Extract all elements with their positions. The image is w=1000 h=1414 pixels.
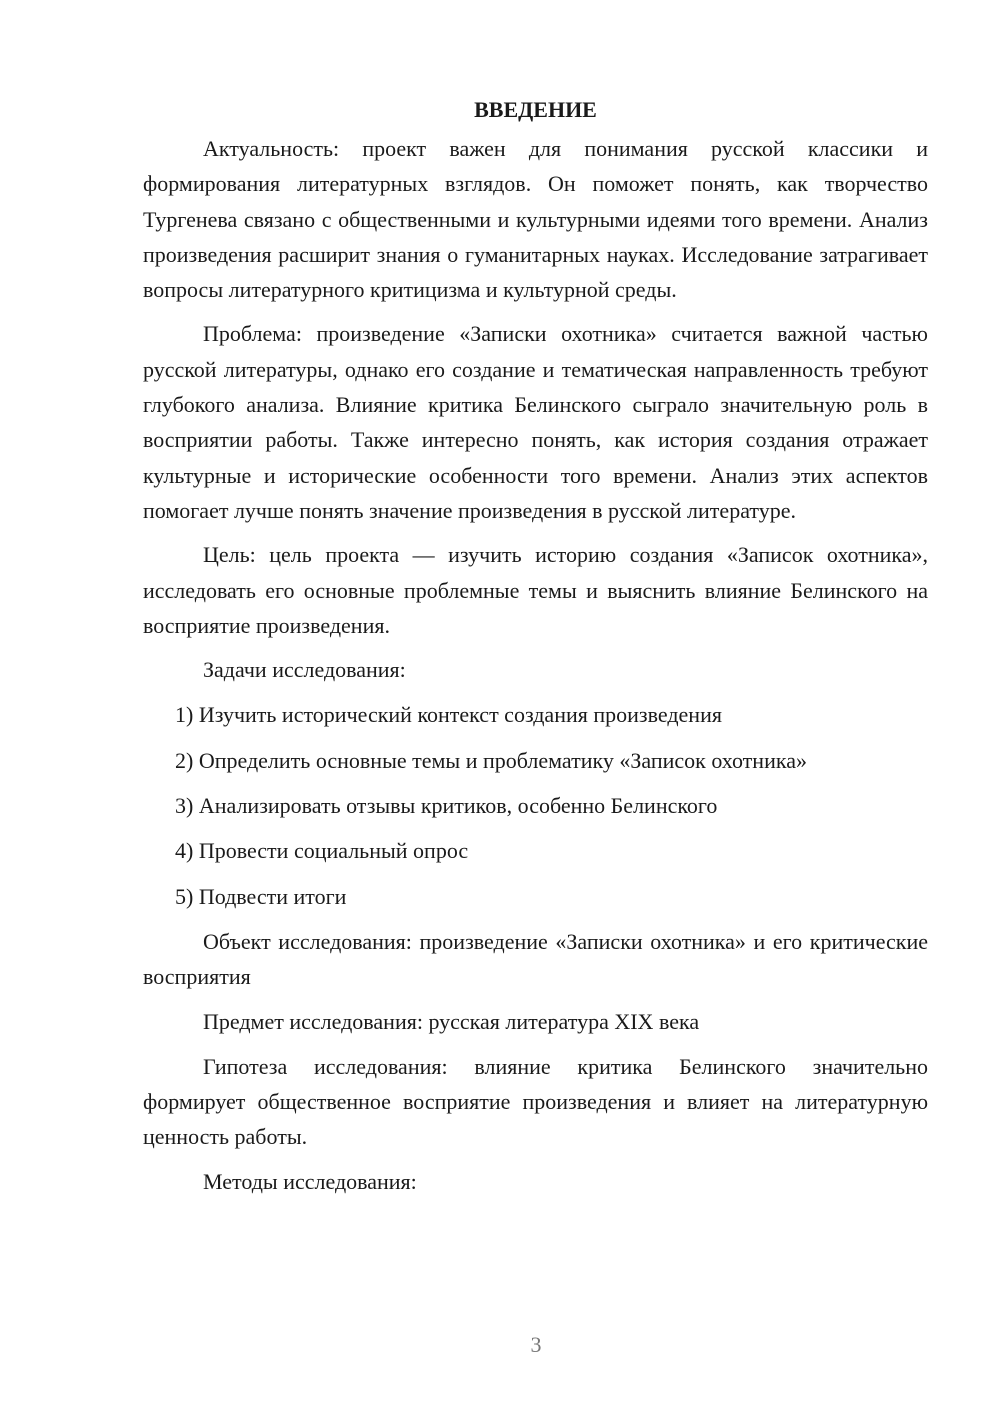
methods-heading: Методы исследования: bbox=[203, 1168, 417, 1194]
relevance-paragraph: Актуальность: проект важен для понимания русской классики и формирования литературных взглядов. Он поможет понять, как творчество Тургенева связано с общественными и культурными идеями того времени. Анализ произведения расширит знания о гуманитарных науках. Исследование затрагивает вопросы литературного критицизма и культурной среды. bbox=[143, 136, 928, 303]
document-page bbox=[143, 92, 928, 1209]
page-title: ВВЕДЕНИЕ bbox=[474, 97, 597, 122]
subject-paragraph: Предмет исследования: русская литература XIX века bbox=[203, 1008, 700, 1034]
hypothesis-paragraph: Гипотеза исследования: влияние критика Белинского значительно формирует общественное восприятие произведения и влияет на литературную ценность работы. bbox=[143, 1053, 928, 1150]
tasks-list bbox=[143, 697, 928, 913]
task-item: 3) Анализировать отзывы критиков, особенно Белинского bbox=[175, 793, 718, 819]
object-paragraph: Объект исследования: произведение «Записки охотника» и его критические восприятия bbox=[143, 928, 928, 990]
task-item: 5) Подвести итоги bbox=[175, 883, 347, 909]
task-item: 2) Определить основные темы и проблематику «Записок охотника» bbox=[175, 747, 807, 773]
tasks-heading: Задачи исследования: bbox=[203, 657, 406, 683]
task-item: 1) Изучить исторический контекст создания произведения bbox=[175, 702, 722, 728]
goal-paragraph: Цель: цель проекта — изучить историю создания «Записок охотника», исследовать его основные проблемные темы и выяснить влияние Белинского на восприятие произведения. bbox=[143, 542, 928, 638]
task-item: 4) Провести социальный опрос bbox=[175, 838, 469, 864]
page-number: 3 bbox=[530, 1332, 542, 1357]
problem-paragraph: Проблема: произведение «Записки охотника» считается важной частью русской литературы, однако его создание и тематическая направленность требуют глубокого анализа. Влияние критика Белинского сыграло значительную роль в восприятии работы. Также интересно понять, как история создания отражает культурные и исторические особенности того времени. Анализ этих аспектов помогает лучше понять значение произведения в русской литературе. bbox=[143, 321, 928, 523]
